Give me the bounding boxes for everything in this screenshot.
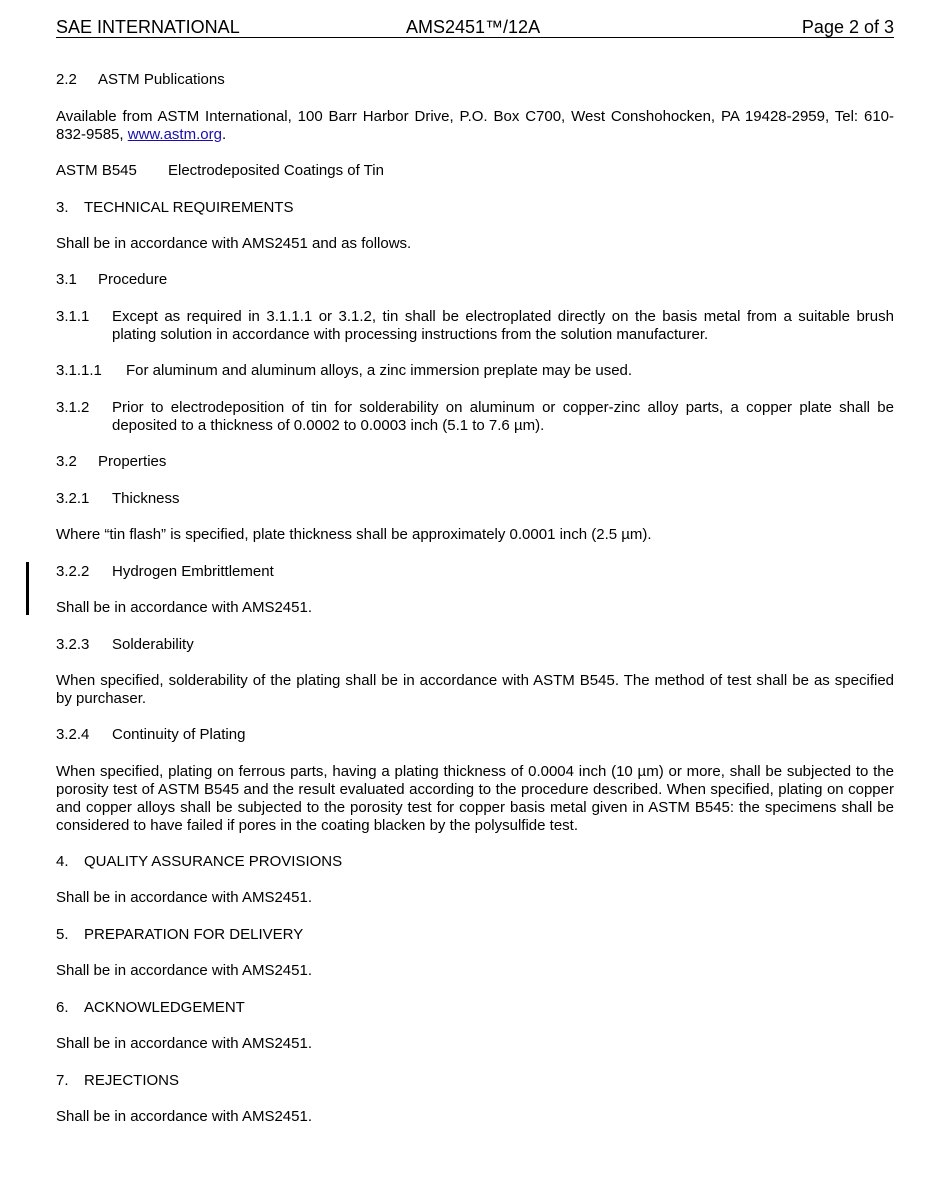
section-6-heading: 6. ACKNOWLEDGEMENT bbox=[56, 999, 245, 1016]
section-4-text: Shall be in accordance with AMS2451. bbox=[56, 889, 312, 906]
header-org: SAE INTERNATIONAL bbox=[56, 17, 240, 37]
section-3-2-1-heading: 3.2.1 Thickness bbox=[56, 490, 180, 507]
section-4-heading: 4. QUALITY ASSURANCE PROVISIONS bbox=[56, 853, 343, 870]
section-3-2-1-text: Where “tin flash” is specified, plate thickness shall be approximately 0.0001 inch (2.5 µm). bbox=[56, 526, 652, 543]
header-page-number: Page 2 of 3 bbox=[801, 17, 894, 37]
section-3-1-heading: 3.1 Procedure bbox=[56, 271, 168, 288]
section-7-heading: 7. REJECTIONS bbox=[56, 1072, 180, 1089]
section-3-text: Shall be in accordance with AMS2451 and as follows. bbox=[56, 235, 412, 252]
reference-astm-b545: ASTM B545 Electrodeposited Coatings of Tin bbox=[56, 162, 384, 179]
section-7-text: Shall be in accordance with AMS2451. bbox=[56, 1108, 312, 1125]
section-3-heading: 3. TECHNICAL REQUIREMENTS bbox=[56, 199, 294, 216]
section-3-2-heading: 3.2 Properties bbox=[56, 453, 167, 470]
section-2-2-heading: 2.2 ASTM Publications bbox=[56, 71, 225, 88]
section-3-2-4-text: When specified, plating on ferrous parts, having a plating thickness of 0.0004 inch (10 µm) or more, shall be subjected to the porosity test of ASTM B545 and the result evaluated according to the procedure described. When specified, plating on copper and copper alloys shall be subjected to the porosity test for copper basis metal given in ASTM B545: the specimens shall be considered to have failed if pores in the coating blacken by the polysulfide test. bbox=[56, 763, 894, 834]
section-6-text: Shall be in accordance with AMS2451. bbox=[56, 1035, 312, 1052]
page-header bbox=[56, 17, 894, 38]
section-3-2-3-heading: 3.2.3 Solderability bbox=[56, 636, 194, 653]
section-3-1-1: 3.1.1 Except as required in 3.1.1.1 or 3.1.2, tin shall be electroplated directly on the basis metal from a suitable brush plating solution in accordance with processing instructions from the solution manufacturer. bbox=[56, 308, 894, 343]
section-2-2-availability: Available from ASTM International, 100 Barr Harbor Drive, P.O. Box C700, West Conshohocken, PA 19428-2959, Tel: 610-832-9585, www.astm.org. bbox=[56, 108, 894, 143]
revision-change-bar bbox=[26, 562, 29, 615]
header-doc-number: AMS2451™/12A bbox=[406, 17, 541, 37]
section-3-2-2-heading: 3.2.2 Hydrogen Embrittlement bbox=[56, 563, 274, 580]
section-3-1-1-1: 3.1.1.1 For aluminum and aluminum alloys, a zinc immersion preplate may be used. bbox=[56, 362, 633, 379]
section-3-1-2: 3.1.2 Prior to electrodeposition of tin for solderability on aluminum or copper-zinc alloy parts, a copper plate shall be deposited to a thickness of 0.0002 to 0.0003 inch (5.1 to 7.6 µm). bbox=[56, 399, 894, 434]
section-3-2-3-text: When specified, solderability of the plating shall be in accordance with ASTM B545. The method of test shall be as specified by purchaser. bbox=[56, 672, 894, 707]
section-3-2-2-text: Shall be in accordance with AMS2451. bbox=[56, 599, 312, 616]
section-3-2-4-heading: 3.2.4 Continuity of Plating bbox=[56, 726, 246, 743]
section-5-heading: 5. PREPARATION FOR DELIVERY bbox=[56, 926, 304, 943]
section-5-text: Shall be in accordance with AMS2451. bbox=[56, 962, 312, 979]
astm-link[interactable]: www.astm.org bbox=[127, 126, 222, 143]
